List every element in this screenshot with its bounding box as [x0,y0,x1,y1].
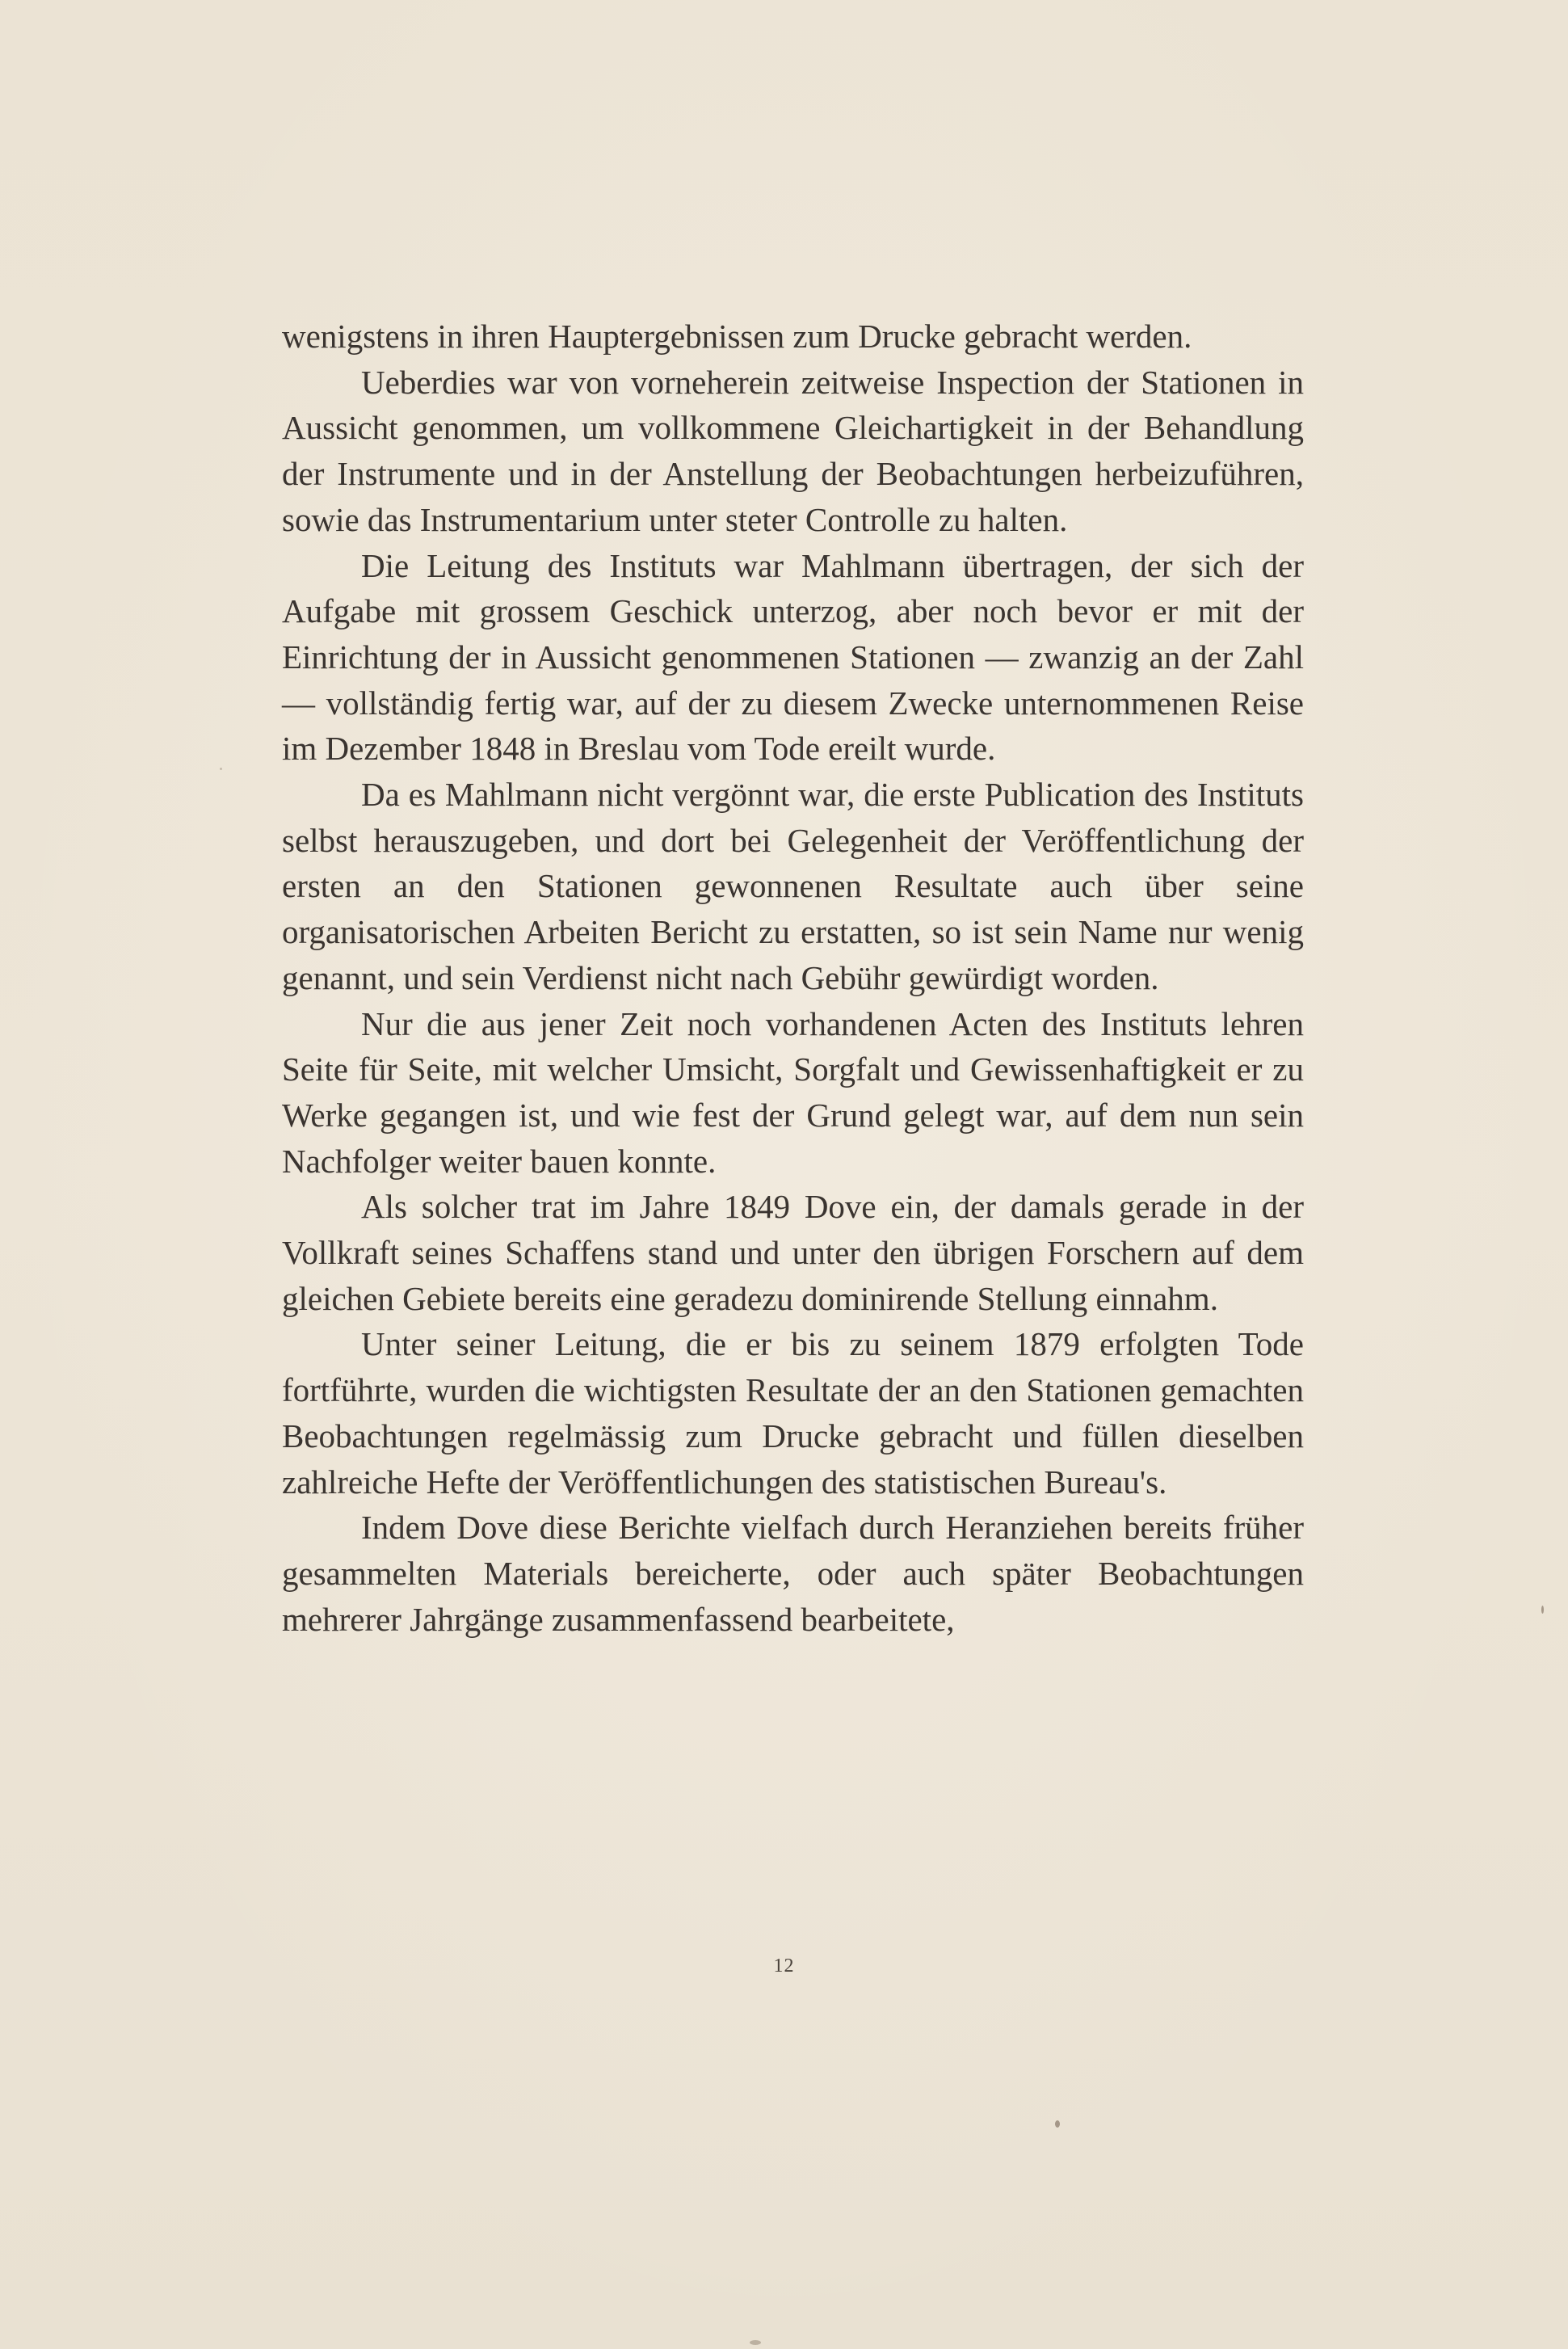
paragraph-6: Als solcher trat im Jahre 1849 Dove ein, der damals gerade in der Vollkraft seines Schaffens stand und unter den übrigen Forschern auf dem gleichen Gebiete bereits eine geradezu dominirende Stellung einnahm. [282,1188,1304,1317]
paragraph-7: Unter seiner Leitung, die er bis zu seinem 1879 erfolgten Tode fortführte, wurden die wichtigsten Resultate der an den Stationen gemachten Beobachtungen regelmässig zum Drucke gebracht und füllen dieselben zahlreiche Hefte der Veröffentlichungen des statistischen Bureau's. [282,1325,1304,1501]
paragraph-5: Nur die aus jener Zeit noch vorhandenen Acten des Instituts lehren Seite für Seite, mit welcher Umsicht, Sorgfalt und Gewissenhaftigkeit er zu Werke gegangen ist, und wie fest der Grund gelegt war, auf dem nun sein Nachfolger weiter bauen konnte. [282,1004,1304,1180]
paragraph-3: Die Leitung des Instituts war Mahlmann übertragen, der sich der Aufgabe mit grossem Geschick unterzog, aber noch bevor er mit der Einrichtung der in Aussicht genommenen Stationen — zwanzig an der Zahl — vollständig fertig war, auf der zu diesem Zwecke unternommenen Reise im Dezember 1848 in Breslau vom Tode ereilt wurde. [282,546,1304,768]
paragraph-2: Ueberdies war von vorneherein zeitweise Inspection der Stationen in Aussicht genommen, um vollkommene Gleichartigkeit in der Behandlung der Instrumente und in der Anstellung der Beobachtungen herbeizuführen, sowie das Instrumentarium unter steter Controlle zu halten. [282,363,1304,538]
paper-speck [220,768,222,770]
paper-speck [1541,1606,1544,1614]
paragraph-4: Da es Mahlmann nicht vergönnt war, die erste Publication des Instituts selbst herauszugeben, und dort bei Gelegenheit der Veröffentlichung der ersten an den Stationen gewonnenen Resultate auch über seine organisatorischen Arbeiten Bericht zu erstatten, so ist sein Name nur wenig genannt, und sein Verdienst nicht nach Gebühr gewürdigt worden. [282,776,1304,996]
body-text [282,314,1304,1642]
paper-speck [750,2340,761,2345]
paragraph-8: Indem Dove diese Berichte vielfach durch Heranziehen bereits früher gesammelten Materials bereicherte, oder auch später Beobachtungen mehrerer Jahrgänge zusammenfassend bearbeitete, [282,1509,1304,1638]
page-number: 12 [773,1955,795,1976]
paragraph-1: wenigstens in ihren Hauptergebnissen zum Drucke gebracht werden. [282,318,1192,355]
paper-speck [1055,2120,1060,2128]
